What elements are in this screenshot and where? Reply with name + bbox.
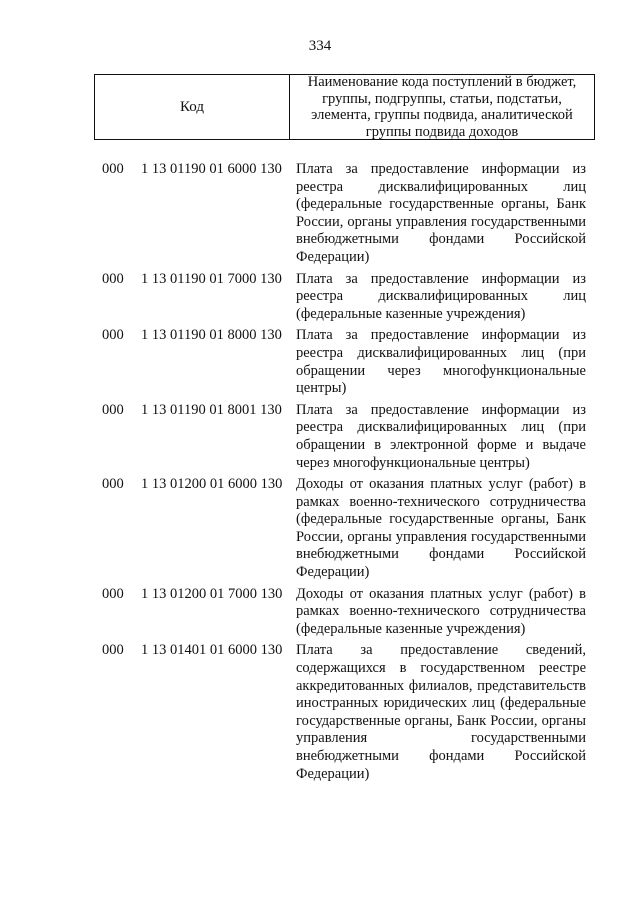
description-line: (федеральные казенные учреждения) [296, 305, 526, 322]
revenue-description [296, 327, 586, 397]
description-line: государственные органы, Банк России, органы [296, 712, 586, 729]
description-line: Доходы от оказания платных услуг (работ) в [296, 585, 586, 602]
admin-code: 000 [102, 476, 124, 493]
admin-code: 000 [102, 327, 124, 344]
description-line: Плата за предоставление информации из [296, 401, 586, 418]
revenue-description [296, 402, 586, 472]
admin-code: 000 [102, 642, 124, 659]
page-number: 334 [308, 38, 332, 54]
table-row [0, 402, 640, 472]
description-line: Плата за предоставление информации из [296, 327, 586, 344]
table-row [0, 327, 640, 397]
revenue-code: 1 13 01200 01 7000 130 [141, 585, 283, 602]
description-line: внебюджетными фондами Российской [296, 231, 586, 248]
description-line: (федеральные государственные органы, Банк [296, 511, 586, 528]
revenue-code: 1 13 01200 01 6000 130 [141, 476, 283, 493]
description-line: иностранных юридических лиц (федеральные [296, 695, 586, 712]
revenue-code: 1 13 01190 01 6000 130 [141, 161, 282, 177]
description-line: управления государственными [296, 730, 586, 747]
revenue-description [296, 642, 586, 783]
header-name-line: группы, подгруппы, статьи, подстатьи, [322, 90, 562, 107]
description-line: реестра дисквалифицированных лиц (при [296, 419, 586, 436]
description-line: Федерации) [296, 765, 370, 782]
description-line: Плата за предоставление информации из [296, 161, 586, 177]
description-line: содержащихся в государственном реестре [296, 660, 586, 677]
description-line: России, органы управления государственными [296, 528, 586, 545]
revenue-code: 1 13 01190 01 8000 130 [141, 327, 282, 344]
header-name-line: Наименование кода поступлений в бюджет, [307, 74, 577, 90]
description-line: Федерации) [296, 564, 370, 581]
description-line: Плата за предоставление сведений, [296, 642, 586, 659]
header-name-line: группы подвида доходов [365, 123, 519, 140]
description-line: реестра дисквалифицированных лиц (при [296, 344, 586, 361]
description-line: внебюджетными фондами Российской [296, 748, 586, 764]
description-line: обращении через многофункциональные [296, 362, 586, 379]
description-line: внебюджетными фондами Российской [296, 546, 586, 563]
description-line: аккредитованных филиалов, представительств [296, 677, 586, 694]
description-line: центры) [296, 380, 347, 397]
table-row [0, 271, 640, 324]
description-line: рамках военно-технического сотрудничества [296, 493, 586, 510]
description-line: Плата за предоставление информации из [296, 270, 586, 287]
description-line: Доходы от оказания платных услуг (работ) в [296, 476, 586, 493]
table-row [0, 161, 640, 267]
revenue-description [296, 476, 586, 582]
description-line: (федеральные казенные учреждения) [296, 620, 526, 637]
admin-code: 000 [102, 161, 124, 177]
table-header [94, 74, 595, 140]
description-line: России, органы управления государственными [296, 213, 586, 230]
revenue-code: 1 13 01190 01 7000 130 [141, 270, 282, 287]
admin-code: 000 [102, 401, 124, 418]
description-line: обращении в электронной форме и выдаче [296, 436, 586, 453]
header-code-label: Код [95, 75, 290, 139]
revenue-code: 1 13 01401 01 6000 130 [141, 642, 283, 659]
header-name-line: элемента, группы подвида, аналитической [311, 107, 573, 123]
description-line: (федеральные государственные органы, Банк [296, 196, 586, 213]
table-row [0, 476, 640, 582]
description-line: реестра дисквалифицированных лиц [296, 288, 586, 305]
table-row [0, 642, 640, 783]
table-row [0, 586, 640, 639]
description-line: Федерации) [296, 248, 370, 265]
description-line: реестра дисквалифицированных лиц [296, 178, 586, 195]
revenue-description [296, 586, 586, 639]
description-line: рамках военно-технического сотрудничества [296, 603, 586, 620]
revenue-description [296, 271, 586, 324]
description-line: через многофункциональные центры) [296, 454, 530, 471]
revenue-description [296, 161, 586, 267]
admin-code: 000 [102, 585, 124, 602]
table-body [0, 161, 640, 787]
admin-code: 000 [102, 270, 124, 287]
header-name-label [290, 75, 594, 139]
revenue-code: 1 13 01190 01 8001 130 [141, 401, 282, 418]
